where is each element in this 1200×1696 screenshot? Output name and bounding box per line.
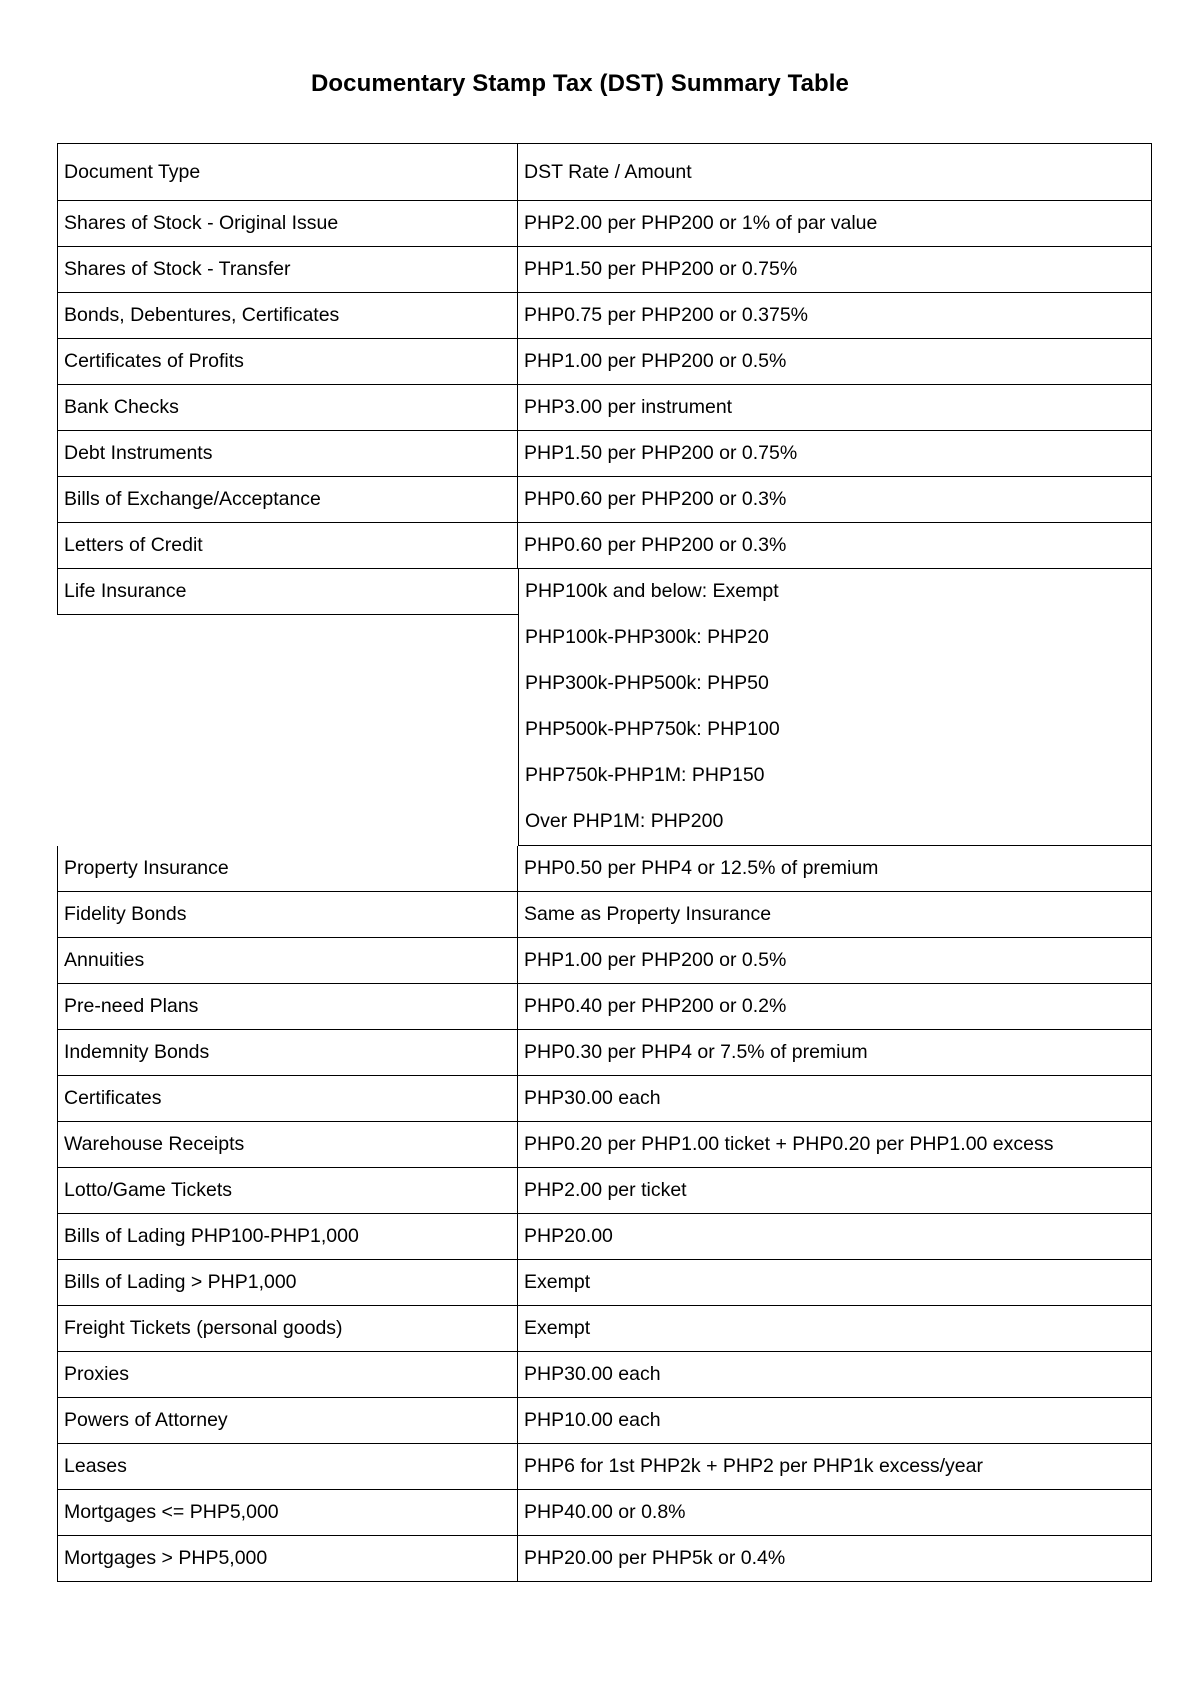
life-insurance-label-column (57, 569, 518, 846)
table-row (57, 1030, 1152, 1076)
dst-rate-cell: Same as Property Insurance (518, 892, 1152, 938)
table-row (57, 431, 1152, 477)
table-row (57, 477, 1152, 523)
column-header-dst-rate: DST Rate / Amount (518, 143, 1152, 201)
dst-rate-cell: PHP0.60 per PHP200 or 0.3% (518, 477, 1152, 523)
document-type-cell: Lotto/Game Tickets (57, 1168, 518, 1214)
document-type-cell: Warehouse Receipts (57, 1122, 518, 1168)
document-type-cell: Bills of Lading PHP100-PHP1,000 (57, 1214, 518, 1260)
document-type-cell: Shares of Stock - Original Issue (57, 201, 518, 247)
dst-rate-cell: PHP0.40 per PHP200 or 0.2% (518, 984, 1152, 1030)
dst-rate-cell: PHP6 for 1st PHP2k + PHP2 per PHP1k excess/year (518, 1444, 1152, 1490)
dst-rate-cell: PHP20.00 (518, 1214, 1152, 1260)
life-insurance-rate-line: PHP750k-PHP1M: PHP150 (525, 764, 765, 786)
table-row (57, 1352, 1152, 1398)
table-row (57, 293, 1152, 339)
document-type-cell: Property Insurance (57, 846, 518, 892)
table-row (57, 1306, 1152, 1352)
document-type-cell: Mortgages <= PHP5,000 (57, 1490, 518, 1536)
table-row (57, 247, 1152, 293)
life-insurance-label: Life Insurance (57, 569, 518, 615)
table-row-life-insurance (57, 569, 1152, 846)
document-type-cell: Bills of Lading > PHP1,000 (57, 1260, 518, 1306)
page-title: Documentary Stamp Tax (DST) Summary Table (310, 70, 849, 97)
document-type-cell: Proxies (57, 1352, 518, 1398)
dst-rate-cell: PHP1.00 per PHP200 or 0.5% (518, 339, 1152, 385)
table-row (57, 1122, 1152, 1168)
document-type-cell: Bonds, Debentures, Certificates (57, 293, 518, 339)
table-row (57, 1536, 1152, 1582)
document-type-cell: Certificates of Profits (57, 339, 518, 385)
table-row (57, 1168, 1152, 1214)
table-row (57, 339, 1152, 385)
table-row (57, 1444, 1152, 1490)
life-insurance-rate-line: PHP100k-PHP300k: PHP20 (525, 626, 769, 648)
life-insurance-rate-line: PHP300k-PHP500k: PHP50 (525, 672, 769, 694)
dst-rate-cell: PHP0.30 per PHP4 or 7.5% of premium (518, 1030, 1152, 1076)
dst-rate-cell: PHP1.50 per PHP200 or 0.75% (518, 247, 1152, 293)
document-type-cell: Freight Tickets (personal goods) (57, 1306, 518, 1352)
table-row (57, 892, 1152, 938)
document-type-cell: Bank Checks (57, 385, 518, 431)
dst-rate-cell: PHP2.00 per ticket (518, 1168, 1152, 1214)
table-row (57, 1398, 1152, 1444)
dst-rate-cell: PHP0.75 per PHP200 or 0.375% (518, 293, 1152, 339)
dst-rate-cell: PHP0.60 per PHP200 or 0.3% (518, 523, 1152, 569)
dst-rate-cell: PHP20.00 per PHP5k or 0.4% (518, 1536, 1152, 1582)
table-row (57, 385, 1152, 431)
life-insurance-rate-line: PHP500k-PHP750k: PHP100 (525, 718, 780, 740)
dst-rate-cell: Exempt (518, 1260, 1152, 1306)
document-type-cell: Mortgages > PHP5,000 (57, 1536, 518, 1582)
table-header-row (57, 143, 1152, 201)
table-row (57, 1260, 1152, 1306)
document-type-cell: Bills of Exchange/Acceptance (57, 477, 518, 523)
table-row (57, 1214, 1152, 1260)
document-type-cell: Pre-need Plans (57, 984, 518, 1030)
dst-rate-cell: PHP3.00 per instrument (518, 385, 1152, 431)
table-row (57, 201, 1152, 247)
life-insurance-rate-line: PHP100k and below: Exempt (525, 580, 779, 602)
document-type-cell: Letters of Credit (57, 523, 518, 569)
dst-rate-cell: Exempt (518, 1306, 1152, 1352)
table-row (57, 938, 1152, 984)
dst-rate-cell: PHP30.00 each (518, 1076, 1152, 1122)
dst-rate-cell: PHP2.00 per PHP200 or 1% of par value (518, 201, 1152, 247)
dst-rate-cell: PHP30.00 each (518, 1352, 1152, 1398)
column-header-document-type: Document Type (57, 143, 518, 201)
dst-rate-cell: PHP0.50 per PHP4 or 12.5% of premium (518, 846, 1152, 892)
table-row (57, 1490, 1152, 1536)
life-insurance-rate-line: Over PHP1M: PHP200 (525, 810, 724, 832)
document-type-cell: Debt Instruments (57, 431, 518, 477)
document-type-cell: Annuities (57, 938, 518, 984)
dst-rate-cell: PHP1.00 per PHP200 or 0.5% (518, 938, 1152, 984)
dst-rate-cell: PHP1.50 per PHP200 or 0.75% (518, 431, 1152, 477)
table-row (57, 1076, 1152, 1122)
dst-rate-cell: PHP40.00 or 0.8% (518, 1490, 1152, 1536)
document-type-cell: Shares of Stock - Transfer (57, 247, 518, 293)
document-type-cell: Indemnity Bonds (57, 1030, 518, 1076)
document-type-cell: Fidelity Bonds (57, 892, 518, 938)
document-type-cell: Certificates (57, 1076, 518, 1122)
table-row (57, 846, 1152, 892)
dst-rate-cell: PHP0.20 per PHP1.00 ticket + PHP0.20 per PHP1.00 excess (518, 1122, 1152, 1168)
table-body-top (57, 201, 1152, 569)
life-insurance-rates (518, 569, 1152, 846)
dst-table (57, 143, 1152, 1582)
dst-rate-cell: PHP10.00 each (518, 1398, 1152, 1444)
document-type-cell: Powers of Attorney (57, 1398, 518, 1444)
table-row (57, 984, 1152, 1030)
table-body-bottom (57, 846, 1152, 1582)
table-row (57, 523, 1152, 569)
document-type-cell: Leases (57, 1444, 518, 1490)
